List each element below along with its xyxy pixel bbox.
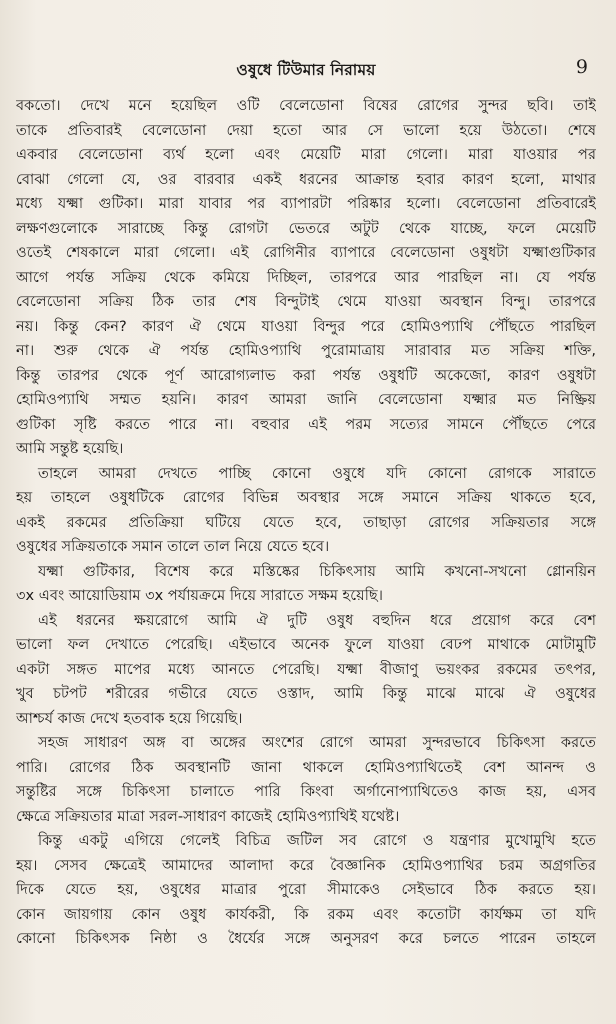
text-line: সন্তুষ্টির সঙ্গে চিকিৎসা চালাতে পারি কিংবা অর্গানোপ্যাথিতেও কাজ হয়, এসব — [16, 783, 596, 800]
text-line: কিন্তু একটু এগিয়ে গেলেই বিচিত্র জটিল সব রোগে ও যন্ত্রণার মুখোমুখি হতে — [38, 832, 596, 849]
text-line: হয় তাহলে ওষুধটিকে রোগের বিভিন্ন অবস্থার সঙ্গে সমানে সক্রিয় থাকতে হবে, — [16, 489, 596, 506]
body-text — [16, 94, 596, 952]
text-line: হোমিওপ্যাথি সম্মত হয়নি। কারণ আমরা জানি বেলেডোনা যক্ষ্মার মত নিষ্ক্রিয় — [16, 391, 596, 408]
text-line: ৩x এবং আয়োডিয়াম ৩x পর্যায়ক্রমে দিয়ে সারাতে সক্ষম হয়েছি। — [16, 587, 383, 604]
text-line: একটা সঙ্গত মাপের মধ্যে আনতে পেরেছি। যক্ষ্মা বীজাণু ভয়ংকর রকমের তৎপর, — [16, 660, 596, 678]
text-line: আশ্চর্য কাজ দেখে হতবাক হয়ে গিয়েছি। — [16, 709, 243, 727]
text-line: বোঝা গেলো যে, ওর বারবার একই ধরনের আক্রান্ত হবার কারণ হলো, মাথার — [16, 170, 596, 188]
text-line: আমি সন্তুষ্ট হয়েছি। — [16, 440, 124, 457]
text-line: একই রকমের প্রতিক্রিয়া ঘটিয়ে যেতে হবে, তাছাড়া রোগের সক্রিয়তার সঙ্গে — [16, 513, 596, 531]
text-line: আগে পর্যন্ত সক্রিয় থেকে কমিয়ে দিচ্ছিল, তারপরে আর পারছিল না। যে পর্যন্ত — [16, 268, 596, 286]
text-line: বকতো। দেখে মনে হয়েছিল ওটি বেলেডোনা বিষের রোগের সুন্দর ছবি। তাই — [16, 97, 596, 114]
text-line: খুব চটপট শরীরের গভীরে যেতে ওস্তাদ, আমি কিন্তু মাঝে মাঝে ঐ ওষুধের — [16, 685, 596, 702]
text-line: তাহলে আমরা দেখতে পাচ্ছি কোনো ওষুধে যদি কোনো রোগকে সারাতে — [38, 464, 596, 482]
text-line: সহজ সাধারণ অঙ্গ বা অঙ্গের অংশের রোগে আমরা সুন্দরভাবে চিকিৎসা করতে — [38, 734, 596, 751]
text-line: ওষুধের সক্রিয়তাকে সমান তালে তাল নিয়ে যেতে হবে। — [16, 538, 330, 555]
text-line: কোন জায়গায় কোন ওষুধ কার্যকরী, কি রকম এবং কতোটা কার্যক্ষম তা যদি — [16, 905, 596, 923]
text-line: এই ধরনের ক্ষয়রোগে আমি ঐ দুটি ওষুধ বহুদিন ধরে প্রয়োগ করে বেশ — [38, 611, 596, 629]
page-number: 9 — [575, 56, 588, 78]
text-line: মধ্যে যক্ষ্মা গুটিকা। মারা যাবার পর ব্যাপারটা পরিষ্কার হলো। বেলেডোনা প্রতিবারেই — [16, 195, 596, 212]
text-line: ক্ষেত্রে সক্রিয়তার মাত্রা সরল-সাধারণ কাজেই হোমিওপ্যাথিই যথেষ্ট। — [16, 807, 400, 825]
text-line: নয়। কিন্তু কেন? কারণ ঐ থেমে যাওয়া বিন্দুর পরে হোমিওপ্যাথি পৌঁছতে পারছিল — [16, 317, 596, 335]
text-line: ওতেই শেষকালে মারা গেলো। এই রোগিনীর ব্যাপারে বেলেডোনা ওষুধটা যক্ষ্মাগুটিকার — [16, 244, 596, 261]
text-line: কোনো চিকিৎসক নিষ্ঠা ও ধৈর্যের সঙ্গে অনুসরণ করে চলতে পারেন তাহলে — [16, 930, 596, 947]
text-line: দিকে যেতে হয়, ওষুধের মাত্রার পুরো সীমাকেও সেইভাবে ঠিক করতে হয়। — [16, 881, 596, 898]
text-line: তাকে প্রতিবারই বেলেডোনা দেয়া হতো আর সে ভালো হয়ে উঠতো। শেষে — [16, 121, 596, 139]
text-line: পারি। রোগের ঠিক অবস্থানটি জানা থাকলে হোমিওপ্যাথিতেই বেশ আনন্দ ও — [16, 758, 596, 776]
text-line: হয়। সেসব ক্ষেত্রেই আমাদের আলাদা করে বৈজ্ঞানিক হোমিওপ্যাথির চরম অগ্রগতির — [16, 856, 596, 874]
text-line: গুটিকা সৃষ্টি করতে পারে না। বহুবার এই পরম সত্যের সামনে পৌঁছতে পেরে — [16, 415, 596, 433]
text-line: একবার বেলেডোনা ব্যর্থ হলো এবং মেয়েটি মারা গেলো। মারা যাওয়ার পর — [16, 146, 596, 163]
running-header — [16, 58, 596, 84]
text-line: বেলেডোনা সক্রিয় ঠিক তার শেষ বিন্দুটাই থেমে যাওয়া অবস্থান বিন্দু। তারপরে — [16, 293, 596, 310]
text-line: যক্ষ্মা গুটিকার, বিশেষ করে মস্তিষ্কের চিকিৎসায় আমি কখনো-সখনো গ্লোনয়িন — [38, 562, 596, 580]
text-line: কিন্তু তারপর থেকে পূর্ণ আরোগ্যলাভ করা পর্যন্ত ওষুধটি অকেজো, কারণ ওষুধটা — [16, 366, 596, 384]
text-line: লক্ষণগুলোকে সারাচ্ছে কিন্তু রোগটা ভেতরে অটুট থেকে যাচ্ছে, ফলে মেয়েটি — [16, 219, 596, 237]
text-line: না। শুরু থেকে ঐ পর্যন্ত হোমিওপ্যাথি পুরোমাত্রায় সারাবার মত সক্রিয় শক্তি, — [16, 342, 596, 359]
running-title: ওষুধে টিউমার নিরাময় — [236, 61, 376, 79]
text-line: ভালো ফল দেখাতে পেরেছি। এইভাবে অনেক ফুলে যাওয়া বেঢপ মাথাকে মোটামুটি — [16, 636, 596, 653]
